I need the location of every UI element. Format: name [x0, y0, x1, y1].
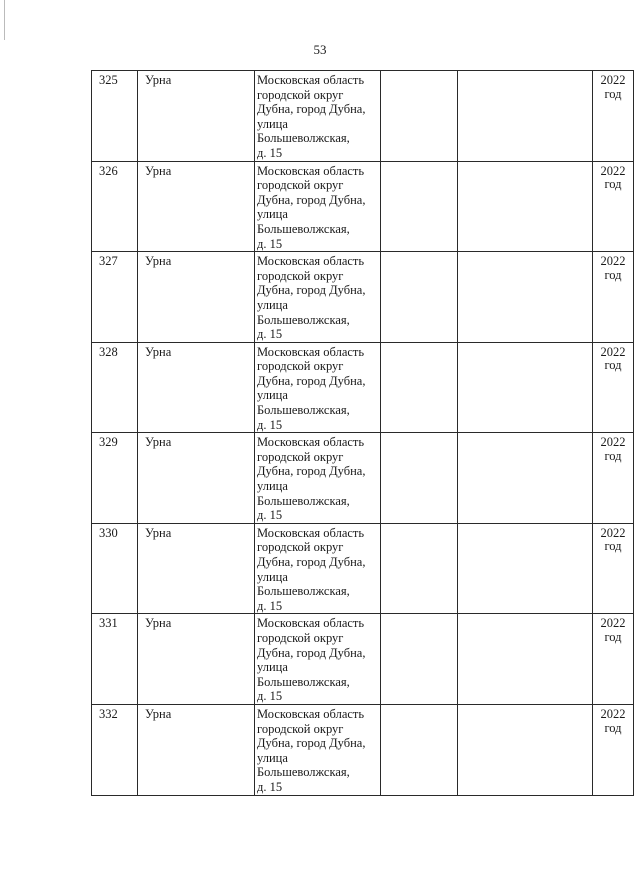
address-line: д. 15	[257, 417, 283, 432]
address-line: улица	[257, 116, 288, 131]
address-line: Большеволжская,	[257, 493, 350, 508]
address-cell	[255, 161, 381, 252]
address-cell	[255, 252, 381, 343]
address-line: Дубна, город Дубна,	[257, 555, 366, 569]
year-line: год	[604, 720, 622, 735]
item-name-cell: Урна	[138, 161, 255, 252]
address-line: городской округ	[257, 87, 344, 102]
item-name-cell: Урна	[138, 704, 255, 795]
address-line: городской округ	[257, 540, 344, 555]
address-line: Дубна, город Дубна,	[257, 102, 366, 117]
year-cell	[593, 523, 634, 614]
year-cell	[593, 433, 634, 524]
row-number-cell: 325	[92, 71, 138, 162]
item-name-cell: Урна	[138, 523, 255, 614]
address-line: улица	[257, 750, 288, 765]
address-line: д. 15	[257, 236, 283, 251]
table-row	[92, 71, 634, 162]
empty-cell-col4	[381, 523, 458, 614]
year-line: год	[604, 539, 622, 554]
year-line: 2022	[600, 163, 626, 178]
year-cell	[593, 614, 634, 705]
row-number-cell: 328	[92, 342, 138, 433]
empty-cell-col5	[458, 161, 593, 252]
address-line: улица	[257, 388, 288, 403]
address-line: Московская область	[257, 706, 365, 721]
address-line: Большеволжская,	[257, 584, 350, 599]
address-line: Большеволжская,	[257, 312, 350, 327]
year-line: год	[604, 86, 622, 101]
address-line: городской округ	[257, 449, 344, 464]
address-cell	[255, 523, 381, 614]
row-number-cell: 329	[92, 433, 138, 524]
address-line: улица	[257, 297, 288, 312]
item-name-cell: Урна	[138, 71, 255, 162]
item-name-cell: Урна	[138, 614, 255, 705]
year-line: год	[604, 267, 622, 282]
empty-cell-col5	[458, 433, 593, 524]
row-number-cell: 331	[92, 614, 138, 705]
address-line: Московская область	[257, 163, 365, 178]
empty-cell-col5	[458, 704, 593, 795]
year-line: год	[604, 629, 622, 644]
table-row	[92, 161, 634, 252]
address-line: Московская область	[257, 254, 365, 269]
address-cell	[255, 433, 381, 524]
address-line: улица	[257, 569, 288, 584]
table-row	[92, 252, 634, 343]
year-line: год	[604, 177, 622, 192]
table-row	[92, 614, 634, 705]
address-line: Дубна, город Дубна,	[257, 283, 366, 298]
row-number-cell: 327	[92, 252, 138, 343]
year-line: 2022	[600, 344, 626, 359]
year-line: год	[604, 448, 622, 463]
address-line: д. 15	[257, 327, 283, 342]
address-line: Дубна, город Дубна,	[257, 464, 366, 479]
row-number-cell: 326	[92, 161, 138, 252]
item-name-cell: Урна	[138, 252, 255, 343]
address-line: Дубна, город Дубна,	[257, 645, 366, 660]
address-line: Московская область	[257, 73, 365, 87]
address-line: Большеволжская,	[257, 674, 350, 689]
page-number: 53	[313, 42, 327, 57]
empty-cell-col4	[381, 71, 458, 162]
empty-cell-col4	[381, 433, 458, 524]
address-line: Большеволжская,	[257, 765, 350, 780]
empty-cell-col4	[381, 704, 458, 795]
address-line: Московская область	[257, 344, 365, 359]
registry-table-body	[92, 71, 634, 796]
left-margin-rule	[4, 0, 5, 40]
address-line: городской округ	[257, 178, 344, 193]
address-cell	[255, 342, 381, 433]
year-line: год	[604, 358, 622, 373]
address-line: д. 15	[257, 689, 283, 704]
address-cell	[255, 614, 381, 705]
address-line: Дубна, город Дубна,	[257, 373, 366, 388]
year-line: 2022	[600, 616, 626, 631]
table-row	[92, 704, 634, 795]
address-line: Большеволжская,	[257, 221, 350, 236]
address-line: д. 15	[257, 145, 283, 160]
address-line: д. 15	[257, 779, 283, 794]
address-line: Дубна, город Дубна,	[257, 192, 366, 207]
empty-cell-col5	[458, 252, 593, 343]
year-cell	[593, 161, 634, 252]
year-cell	[593, 342, 634, 433]
address-line: городской округ	[257, 359, 344, 374]
address-line: городской округ	[257, 721, 344, 736]
empty-cell-col4	[381, 252, 458, 343]
address-line: улица	[257, 207, 288, 222]
empty-cell-col5	[458, 523, 593, 614]
address-line: Московская область	[257, 616, 365, 631]
row-number-cell: 330	[92, 523, 138, 614]
address-line: Московская область	[257, 525, 365, 540]
empty-cell-col4	[381, 161, 458, 252]
item-name-cell: Урна	[138, 433, 255, 524]
year-cell	[593, 252, 634, 343]
empty-cell-col5	[458, 342, 593, 433]
table-row	[92, 433, 634, 524]
address-line: улица	[257, 479, 288, 494]
address-cell	[255, 704, 381, 795]
year-line: 2022	[600, 706, 626, 721]
address-line: городской округ	[257, 268, 344, 283]
address-line: Московская область	[257, 435, 365, 450]
year-line: 2022	[600, 73, 626, 87]
address-line: д. 15	[257, 598, 283, 613]
address-line: Дубна, город Дубна,	[257, 736, 366, 751]
year-cell	[593, 704, 634, 795]
table-row	[92, 342, 634, 433]
item-name-cell: Урна	[138, 342, 255, 433]
year-cell	[593, 71, 634, 162]
empty-cell-col5	[458, 71, 593, 162]
address-cell	[255, 71, 381, 162]
empty-cell-col4	[381, 342, 458, 433]
address-line: д. 15	[257, 508, 283, 523]
registry-table	[91, 70, 634, 796]
row-number-cell: 332	[92, 704, 138, 795]
address-line: городской округ	[257, 630, 344, 645]
year-line: 2022	[600, 254, 626, 269]
address-line: Большеволжская,	[257, 131, 350, 146]
address-line: улица	[257, 660, 288, 675]
table-row	[92, 523, 634, 614]
empty-cell-col5	[458, 614, 593, 705]
year-line: 2022	[600, 525, 626, 540]
address-line: Большеволжская,	[257, 403, 350, 418]
empty-cell-col4	[381, 614, 458, 705]
year-line: 2022	[600, 435, 626, 450]
